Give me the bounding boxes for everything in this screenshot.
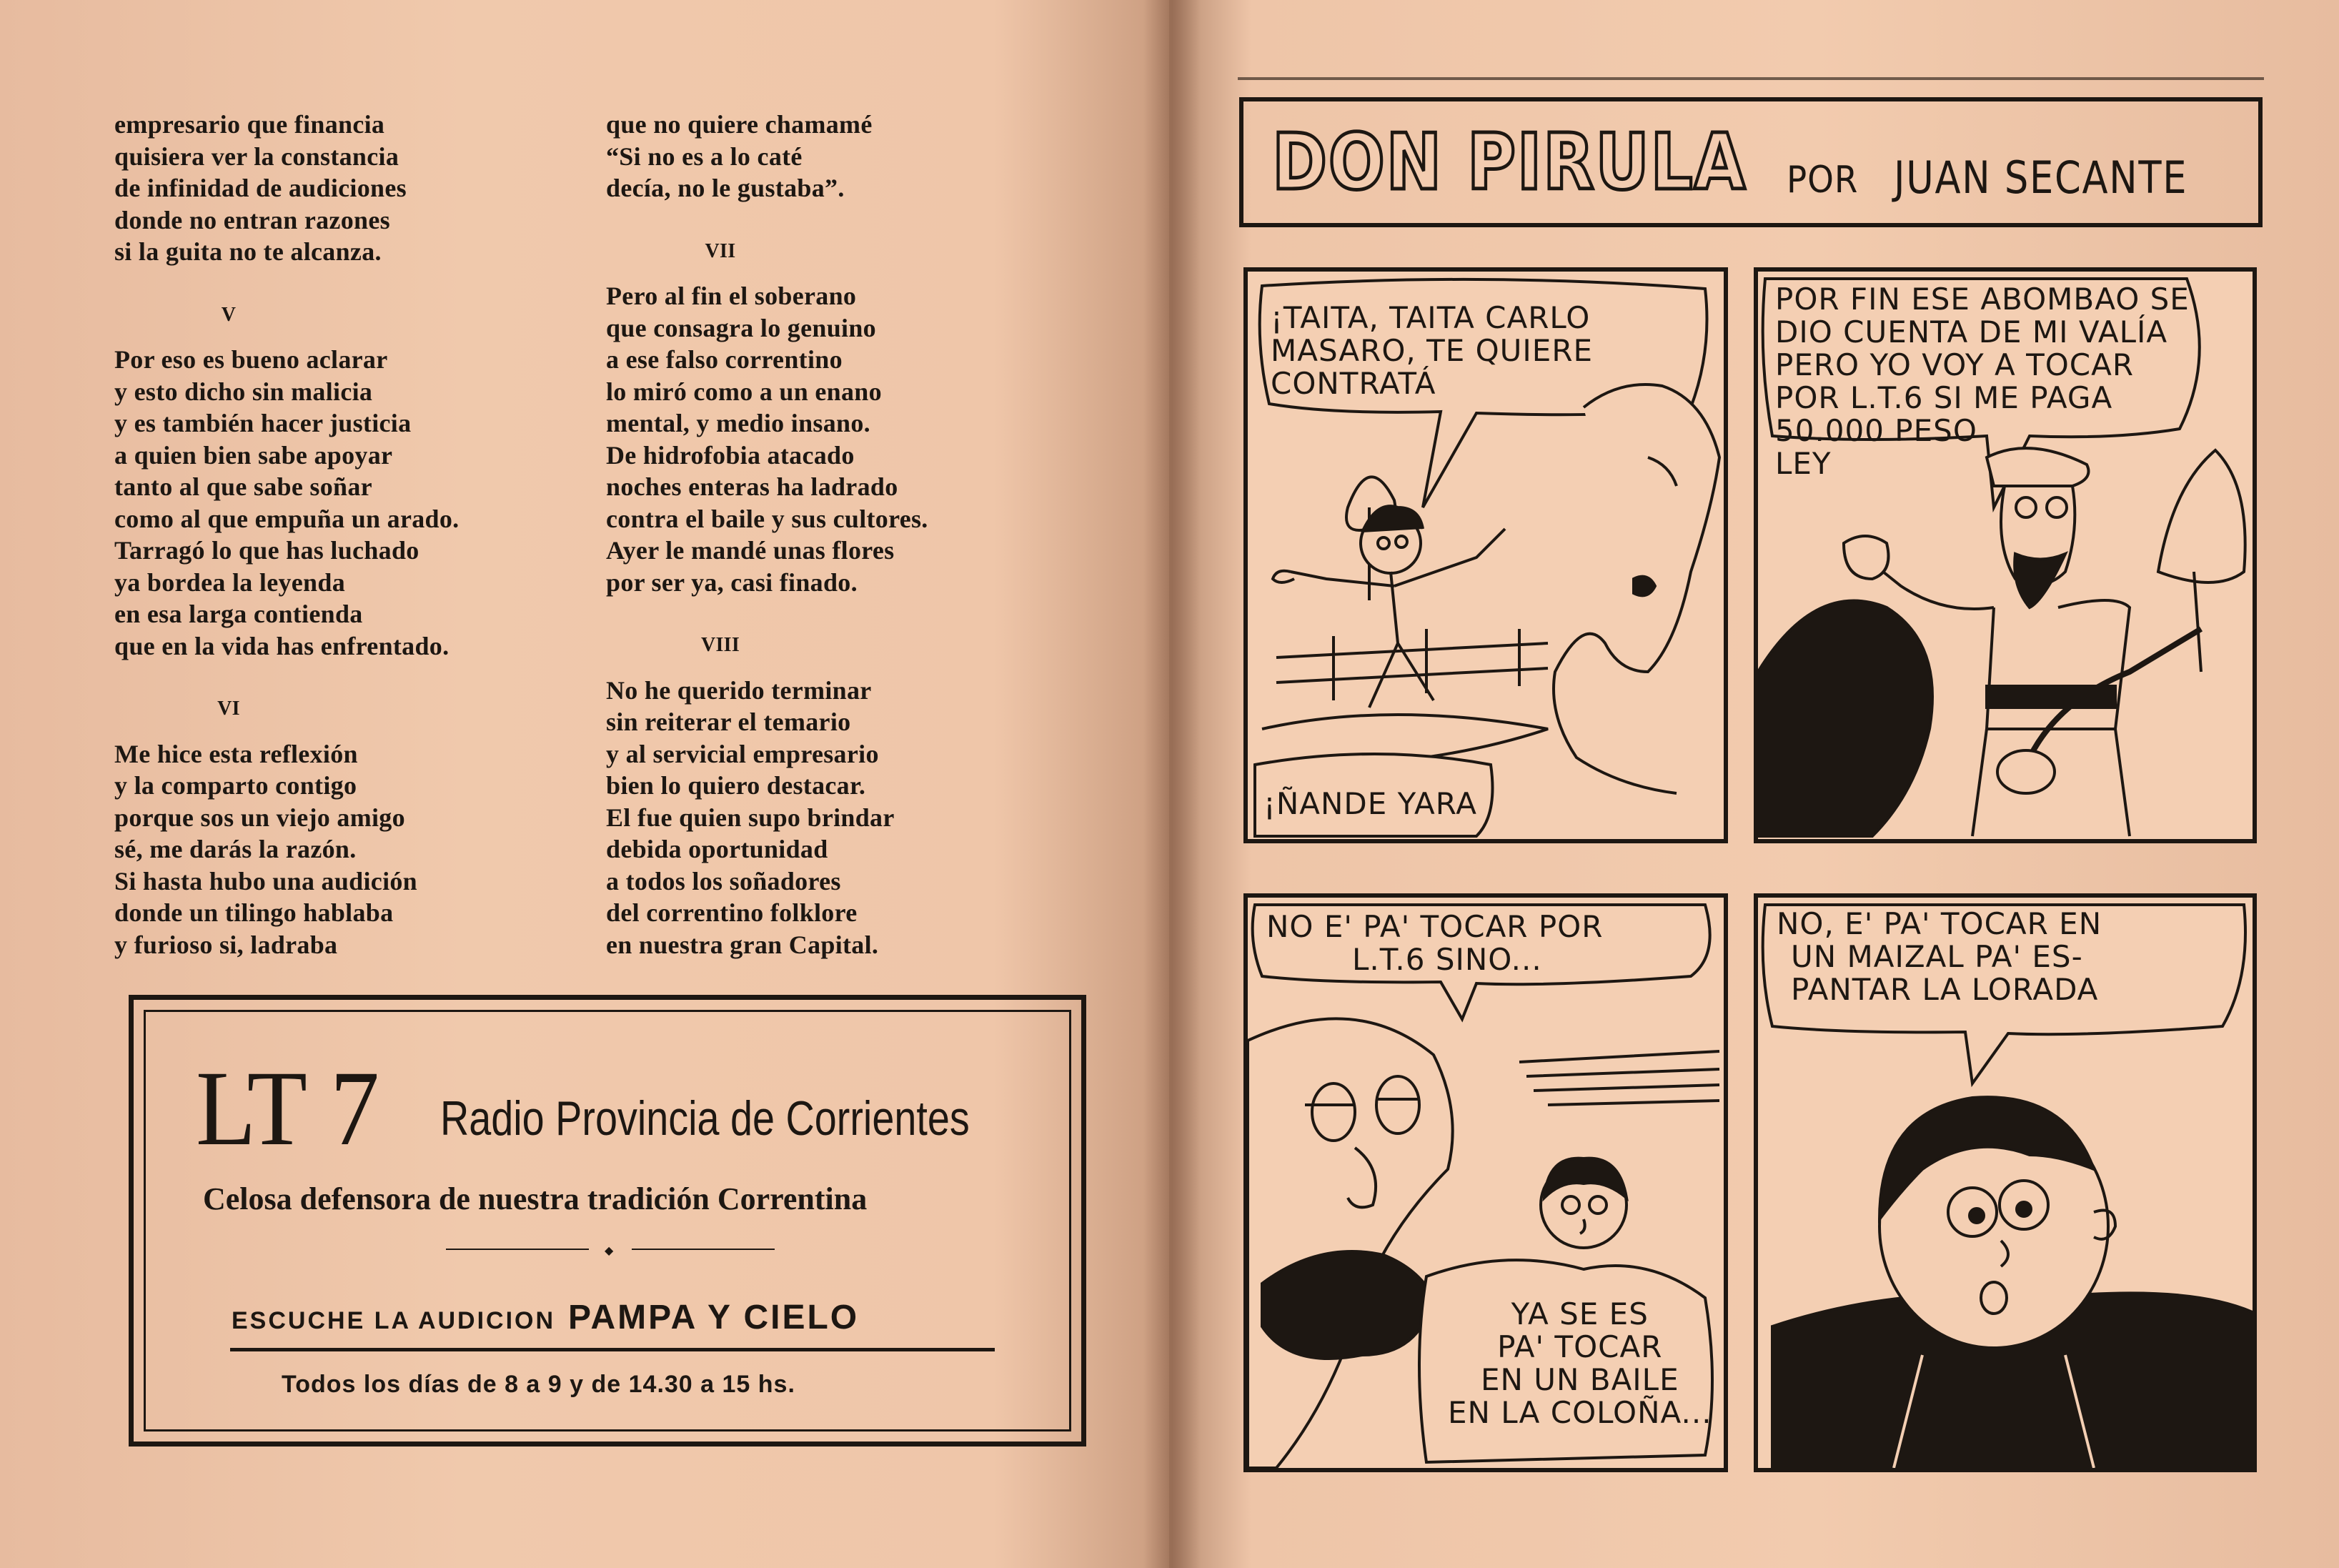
poem-line: empresario que financia xyxy=(114,110,385,139)
poem-stanza xyxy=(606,630,1071,961)
stanza-numeral: VI xyxy=(217,698,240,720)
speech-bubble-no-e-pa-tocar xyxy=(1266,910,1603,976)
comic-byline-label: POR xyxy=(1787,159,1859,202)
bubble-line: PANTAR LA LORADA xyxy=(1791,972,2099,1007)
poem-line: De hidrofobia atacado xyxy=(606,440,855,470)
poem-line: a todos los soñadores xyxy=(606,866,841,895)
program-name: PAMPA Y CIELO xyxy=(568,1299,860,1336)
poem-line: del correntino folklore xyxy=(606,898,858,927)
bubble-line: 50.000 PESO xyxy=(1775,413,1977,448)
poem-line: que no quiere chamamé xyxy=(606,110,873,139)
poem-line: debida oportunidad xyxy=(606,835,828,863)
bubble-line: YA SE ES xyxy=(1511,1296,1649,1331)
bubble-line: LEY xyxy=(1775,446,1832,481)
listen-line xyxy=(232,1298,859,1337)
poem-line: Por eso es bueno aclarar xyxy=(114,345,388,374)
comic-title-box xyxy=(1239,97,2263,227)
bubble-line: MASARO, TE QUIERE xyxy=(1271,333,1594,368)
bubble-line: CONTRATÁ xyxy=(1271,366,1436,401)
ornament-divider: ◆ xyxy=(446,1248,775,1251)
bubble-line: POR L.T.6 SI ME PAGA xyxy=(1775,380,2113,415)
advertisement-inner-frame xyxy=(144,1010,1071,1431)
bubble-line: NO, E' PA' TOCAR EN xyxy=(1777,906,2102,941)
poem-line: Ayer le mandé unas flores xyxy=(606,536,895,565)
poem-line: donde un tilingo hablaba xyxy=(114,898,394,927)
poem-line: Pero al fin el soberano xyxy=(606,282,857,310)
station-name: Radio Provincia de Corrientes xyxy=(440,1091,970,1146)
speech-bubble-por-fin xyxy=(1775,283,2190,480)
poem-line: El fue quien supo brindar xyxy=(606,803,895,832)
left-page xyxy=(0,0,1169,1568)
poem-stanza xyxy=(606,109,1071,204)
poem-line: sé, me darás la razón. xyxy=(114,835,357,863)
top-rule xyxy=(1238,77,2264,80)
speech-bubble-nande-yara xyxy=(1263,788,1477,820)
poem-line: tanto al que sabe soñar xyxy=(114,472,372,501)
poem-line: por ser ya, casi finado. xyxy=(606,567,858,597)
listen-label: ESCUCHE LA AUDICION xyxy=(232,1307,556,1334)
poem-line: de infinidad de audiciones xyxy=(114,174,407,202)
poem-line: mental, y medio insano. xyxy=(606,409,870,437)
bubble-line: EN UN BAILE xyxy=(1480,1362,1679,1397)
poem-line: Si hasta hubo una audición xyxy=(114,866,417,895)
poem-line: Tarragó lo que has luchado xyxy=(114,536,419,565)
stanza-numeral: V xyxy=(221,303,237,326)
radio-advertisement xyxy=(129,995,1086,1447)
comic-title: DON PIRULA xyxy=(1272,118,1747,207)
bubble-line: DIO CUENTA DE MI VALÍA xyxy=(1775,314,2168,349)
poem-line: y es también hacer justicia xyxy=(114,409,412,437)
right-page xyxy=(1169,0,2339,1568)
bubble-line: ¡ÑANDE YARA xyxy=(1263,786,1477,821)
comic-panel-1 xyxy=(1243,267,1728,843)
book-gutter xyxy=(1143,0,1201,1568)
poem-line: quisiera ver la constancia xyxy=(114,142,399,171)
poem-line: ya bordea la leyenda xyxy=(114,567,346,597)
poem-line: como al que empuña un arado. xyxy=(114,504,460,533)
poem-column-1 xyxy=(114,109,579,992)
poem-line: noches enteras ha ladrado xyxy=(606,472,898,501)
bubble-line: POR FIN ESE ABOMBAO SE xyxy=(1775,282,2190,317)
poem-line: y furioso si, ladraba xyxy=(114,930,338,959)
poem-line: sin reiterar el temario xyxy=(606,708,851,736)
poem-line: y la comparto contigo xyxy=(114,771,357,800)
station-callsign: LT 7 xyxy=(196,1049,379,1168)
poem-line: Me hice esta reflexión xyxy=(114,739,358,768)
poem-column-2 xyxy=(606,109,1071,992)
poem-line: y al servicial empresario xyxy=(606,739,879,768)
poem-stanza xyxy=(114,693,579,961)
station-tagline: Celosa defensora de nuestra tradición Correntina xyxy=(203,1181,868,1216)
poem-line: en esa larga contienda xyxy=(114,600,363,628)
poem-line: que en la vida has enfrentado. xyxy=(114,631,450,660)
bubble-line: UN MAIZAL PA' ES- xyxy=(1791,939,2083,974)
comic-panel-4 xyxy=(1754,893,2257,1472)
poem-line: a ese falso correntino xyxy=(606,345,843,374)
poem-stanza xyxy=(114,299,579,663)
poem-line: porque sos un viejo amigo xyxy=(114,803,405,832)
poem-line: lo miró como a un enano xyxy=(606,377,882,406)
poem-line: y esto dicho sin malicia xyxy=(114,377,373,406)
speech-bubble-maizal xyxy=(1777,908,2102,1006)
stanza-numeral: VII xyxy=(705,239,736,262)
poem-line: en nuestra gran Capital. xyxy=(606,930,879,959)
poem-line: No he querido terminar xyxy=(606,675,872,705)
bubble-line: PERO YO VOY A TOCAR xyxy=(1775,347,2135,382)
poem-line: decía, no le gustaba”. xyxy=(606,174,845,202)
bubble-line: NO E' PA' TOCAR POR xyxy=(1266,909,1604,944)
comic-panel-2 xyxy=(1754,267,2257,843)
poem-stanza xyxy=(114,109,579,268)
bubble-line: PA' TOCAR xyxy=(1497,1329,1663,1364)
poem-line: “Si no es a lo caté xyxy=(606,142,803,171)
poem-line: bien lo quiero destacar. xyxy=(606,771,866,800)
bubble-line: EN LA COLOÑA... xyxy=(1448,1395,1712,1430)
poem-line: que consagra lo genuino xyxy=(606,313,876,342)
speech-bubble-ya-se xyxy=(1448,1298,1712,1429)
bubble-line: L.T.6 SINO... xyxy=(1352,942,1542,977)
poem-stanza xyxy=(606,236,1071,599)
comic-author: JUAN SECANTE xyxy=(1894,152,2188,204)
program-underline xyxy=(230,1348,995,1351)
comic-panel-3 xyxy=(1243,893,1728,1472)
poem-line: a quien bien sabe apoyar xyxy=(114,440,393,470)
poem-line: contra el baile y sus cultores. xyxy=(606,504,928,533)
poem-line: donde no entran razones xyxy=(114,205,390,234)
stanza-numeral: VIII xyxy=(700,634,740,656)
poem-line: si la guita no te alcanza. xyxy=(114,237,382,266)
broadcast-hours: Todos los días de 8 a 9 y de 14.30 a 15 hs. xyxy=(282,1371,795,1398)
bubble-line: ¡TAITA, TAITA CARLO xyxy=(1271,300,1591,335)
speech-bubble-taita xyxy=(1271,302,1593,400)
